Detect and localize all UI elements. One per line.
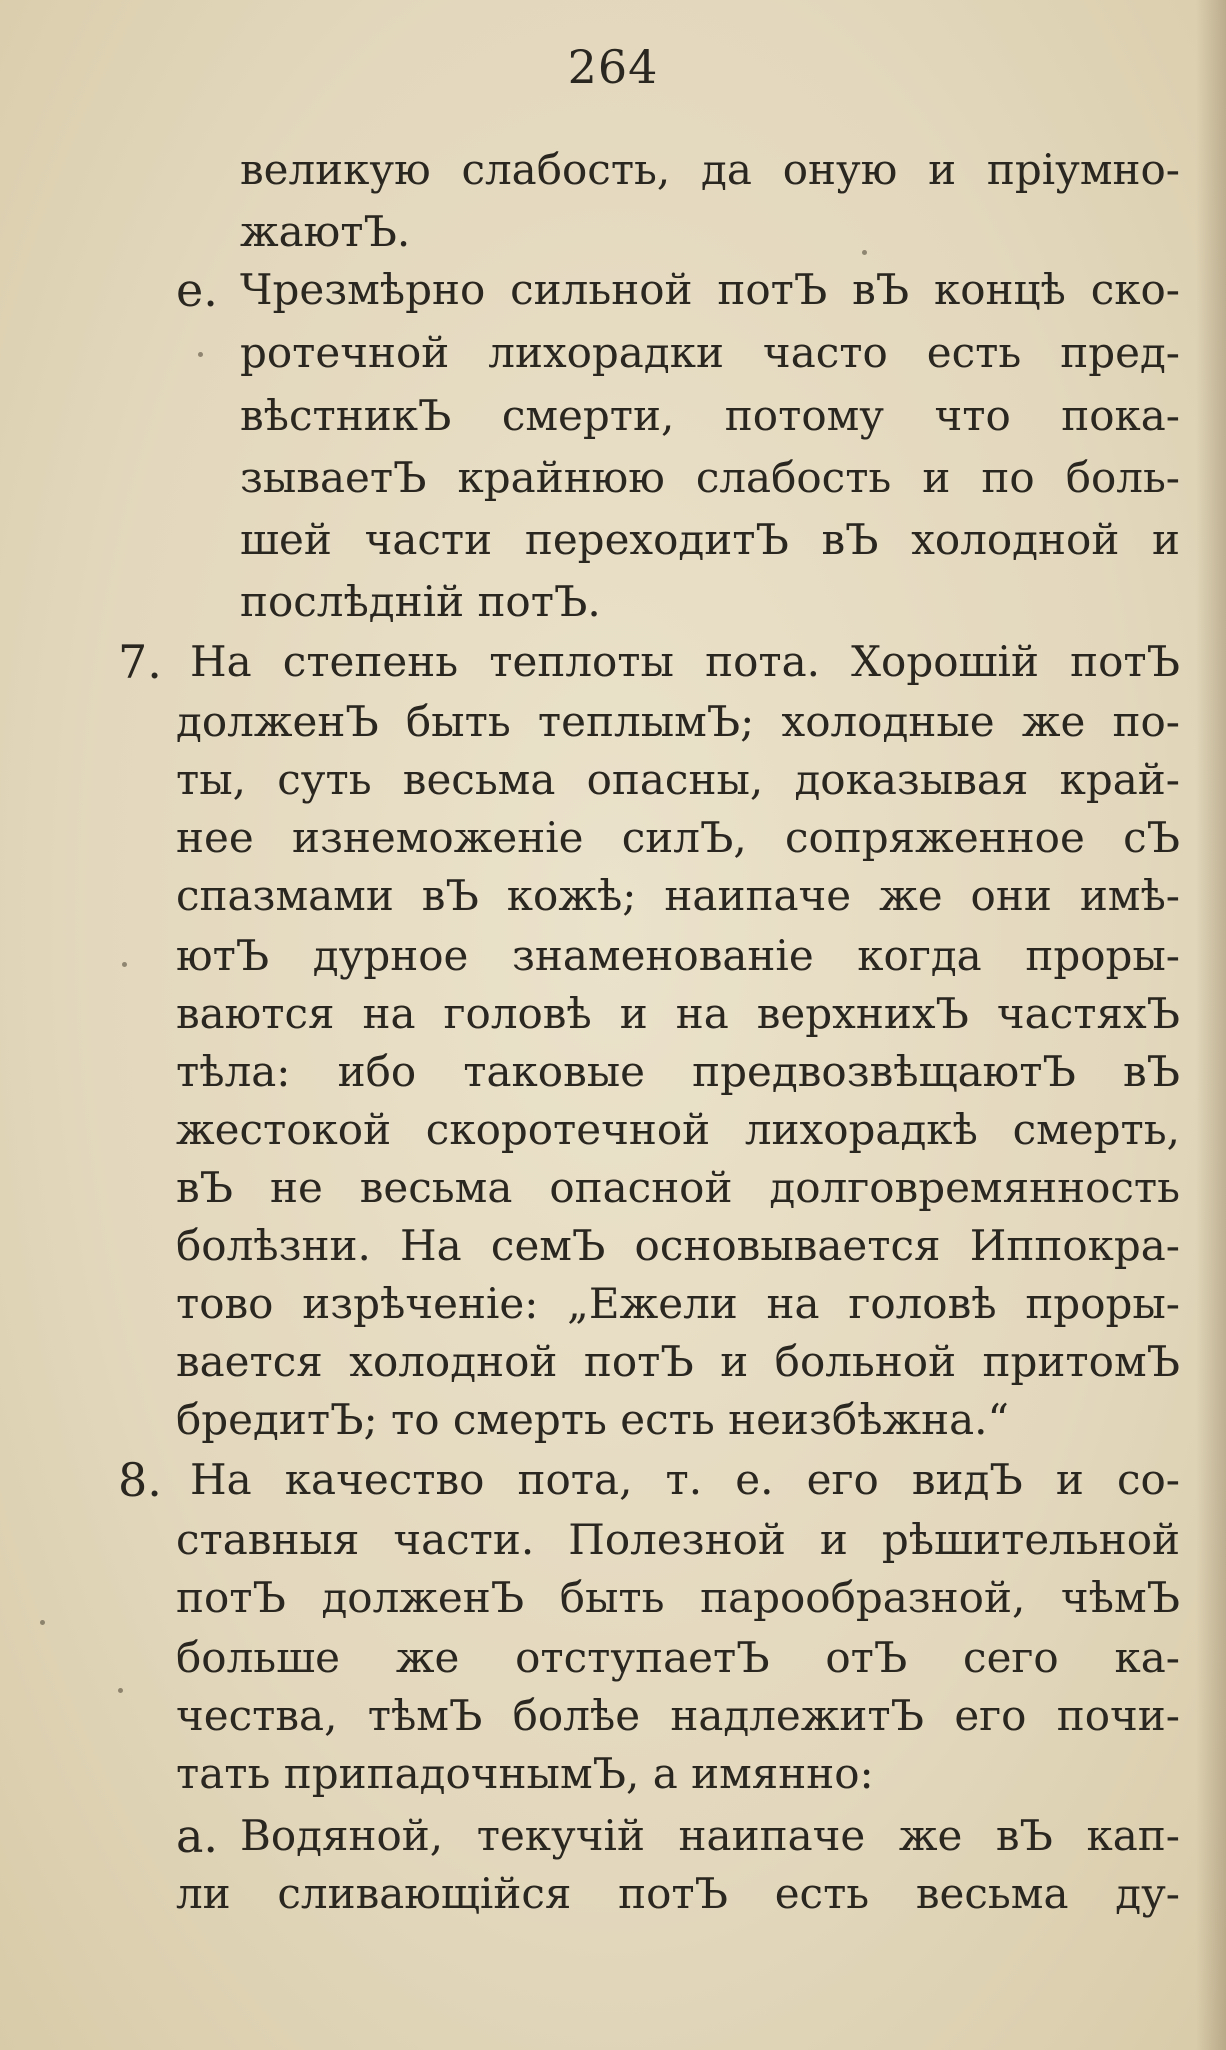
text-line: ротечной лихорадки часто есть пред-: [240, 328, 1180, 377]
text-line: тѣла: ибо таковые предвозвѣщаютЪ вЪ: [176, 1047, 1180, 1096]
page-edge-shadow: [1196, 0, 1226, 2050]
item-marker-e: е.: [176, 263, 218, 317]
text-line: жестокой скоротечной лихорадкѣ смерть,: [176, 1105, 1180, 1154]
text-line: спазмами вЪ кожѣ; наипаче же они имѣ-: [176, 871, 1180, 920]
text-line: ютЪ дурное знаменованіе когда проры-: [176, 931, 1180, 980]
text-line: ты, суть весьма опасны, доказывая край-: [176, 755, 1180, 804]
text-line: шей части переходитЪ вЪ холодной и: [240, 515, 1180, 564]
print-speck: [122, 962, 127, 967]
text-line: тать припадочнымЪ, а имянно:: [176, 1749, 874, 1798]
text-line: ли сливающійся потЪ есть весьма ду-: [176, 1869, 1180, 1918]
item-marker-7: 7.: [118, 635, 162, 689]
item-marker-a: а.: [176, 1809, 219, 1863]
text-line: жаютЪ.: [240, 207, 411, 256]
text-line: На степень теплоты пота. Хорошій потЪ: [190, 637, 1180, 686]
text-line: бредитЪ; то смерть есть неизбѣжна.“: [176, 1395, 1009, 1444]
print-speck: [118, 1688, 123, 1693]
text-line: вается холодной потЪ и больной притомЪ: [176, 1337, 1180, 1386]
text-line: Водяной, текучій наипаче же вЪ кап-: [240, 1811, 1180, 1860]
text-line: Чрезмѣрно сильной потЪ вЪ концѣ ско-: [240, 265, 1180, 314]
text-line: вЪ не весьма опасной долговремянность: [176, 1163, 1180, 1212]
print-speck: [40, 1620, 45, 1625]
text-line: великую слабость, да оную и пріумно-: [240, 145, 1180, 194]
text-line: тово изрѣченіе: „Ежели на головѣ проры-: [176, 1279, 1180, 1328]
text-line: нее изнеможеніе силЪ, сопряженное сЪ: [176, 813, 1180, 862]
text-line: чества, тѣмЪ болѣе надлежитЪ его почи-: [176, 1691, 1180, 1740]
text-line: послѣдній потЪ.: [240, 577, 601, 626]
print-speck: [198, 352, 203, 357]
item-marker-8: 8.: [118, 1453, 162, 1507]
text-line: долженЪ быть теплымЪ; холодные же по-: [176, 697, 1180, 746]
text-line: ставныя части. Полезной и рѣшительной: [176, 1515, 1180, 1564]
text-line: На качество пота, т. е. его видЪ и со-: [190, 1455, 1180, 1504]
text-line: болѣзни. На семЪ основывается Иппокра-: [176, 1221, 1180, 1270]
text-line: зываетЪ крайнюю слабость и по боль-: [240, 453, 1180, 502]
text-line: вѣстникЪ смерти, потому что пока-: [240, 391, 1180, 440]
page-number: 264: [567, 40, 659, 94]
text-line: ваются на головѣ и на верхнихЪ частяхЪ: [176, 989, 1180, 1038]
text-line: больше же отступаетЪ отЪ сего ка-: [176, 1633, 1180, 1682]
text-line: потЪ долженЪ быть парообразной, чѣмЪ: [176, 1573, 1180, 1622]
print-speck: [862, 250, 867, 255]
